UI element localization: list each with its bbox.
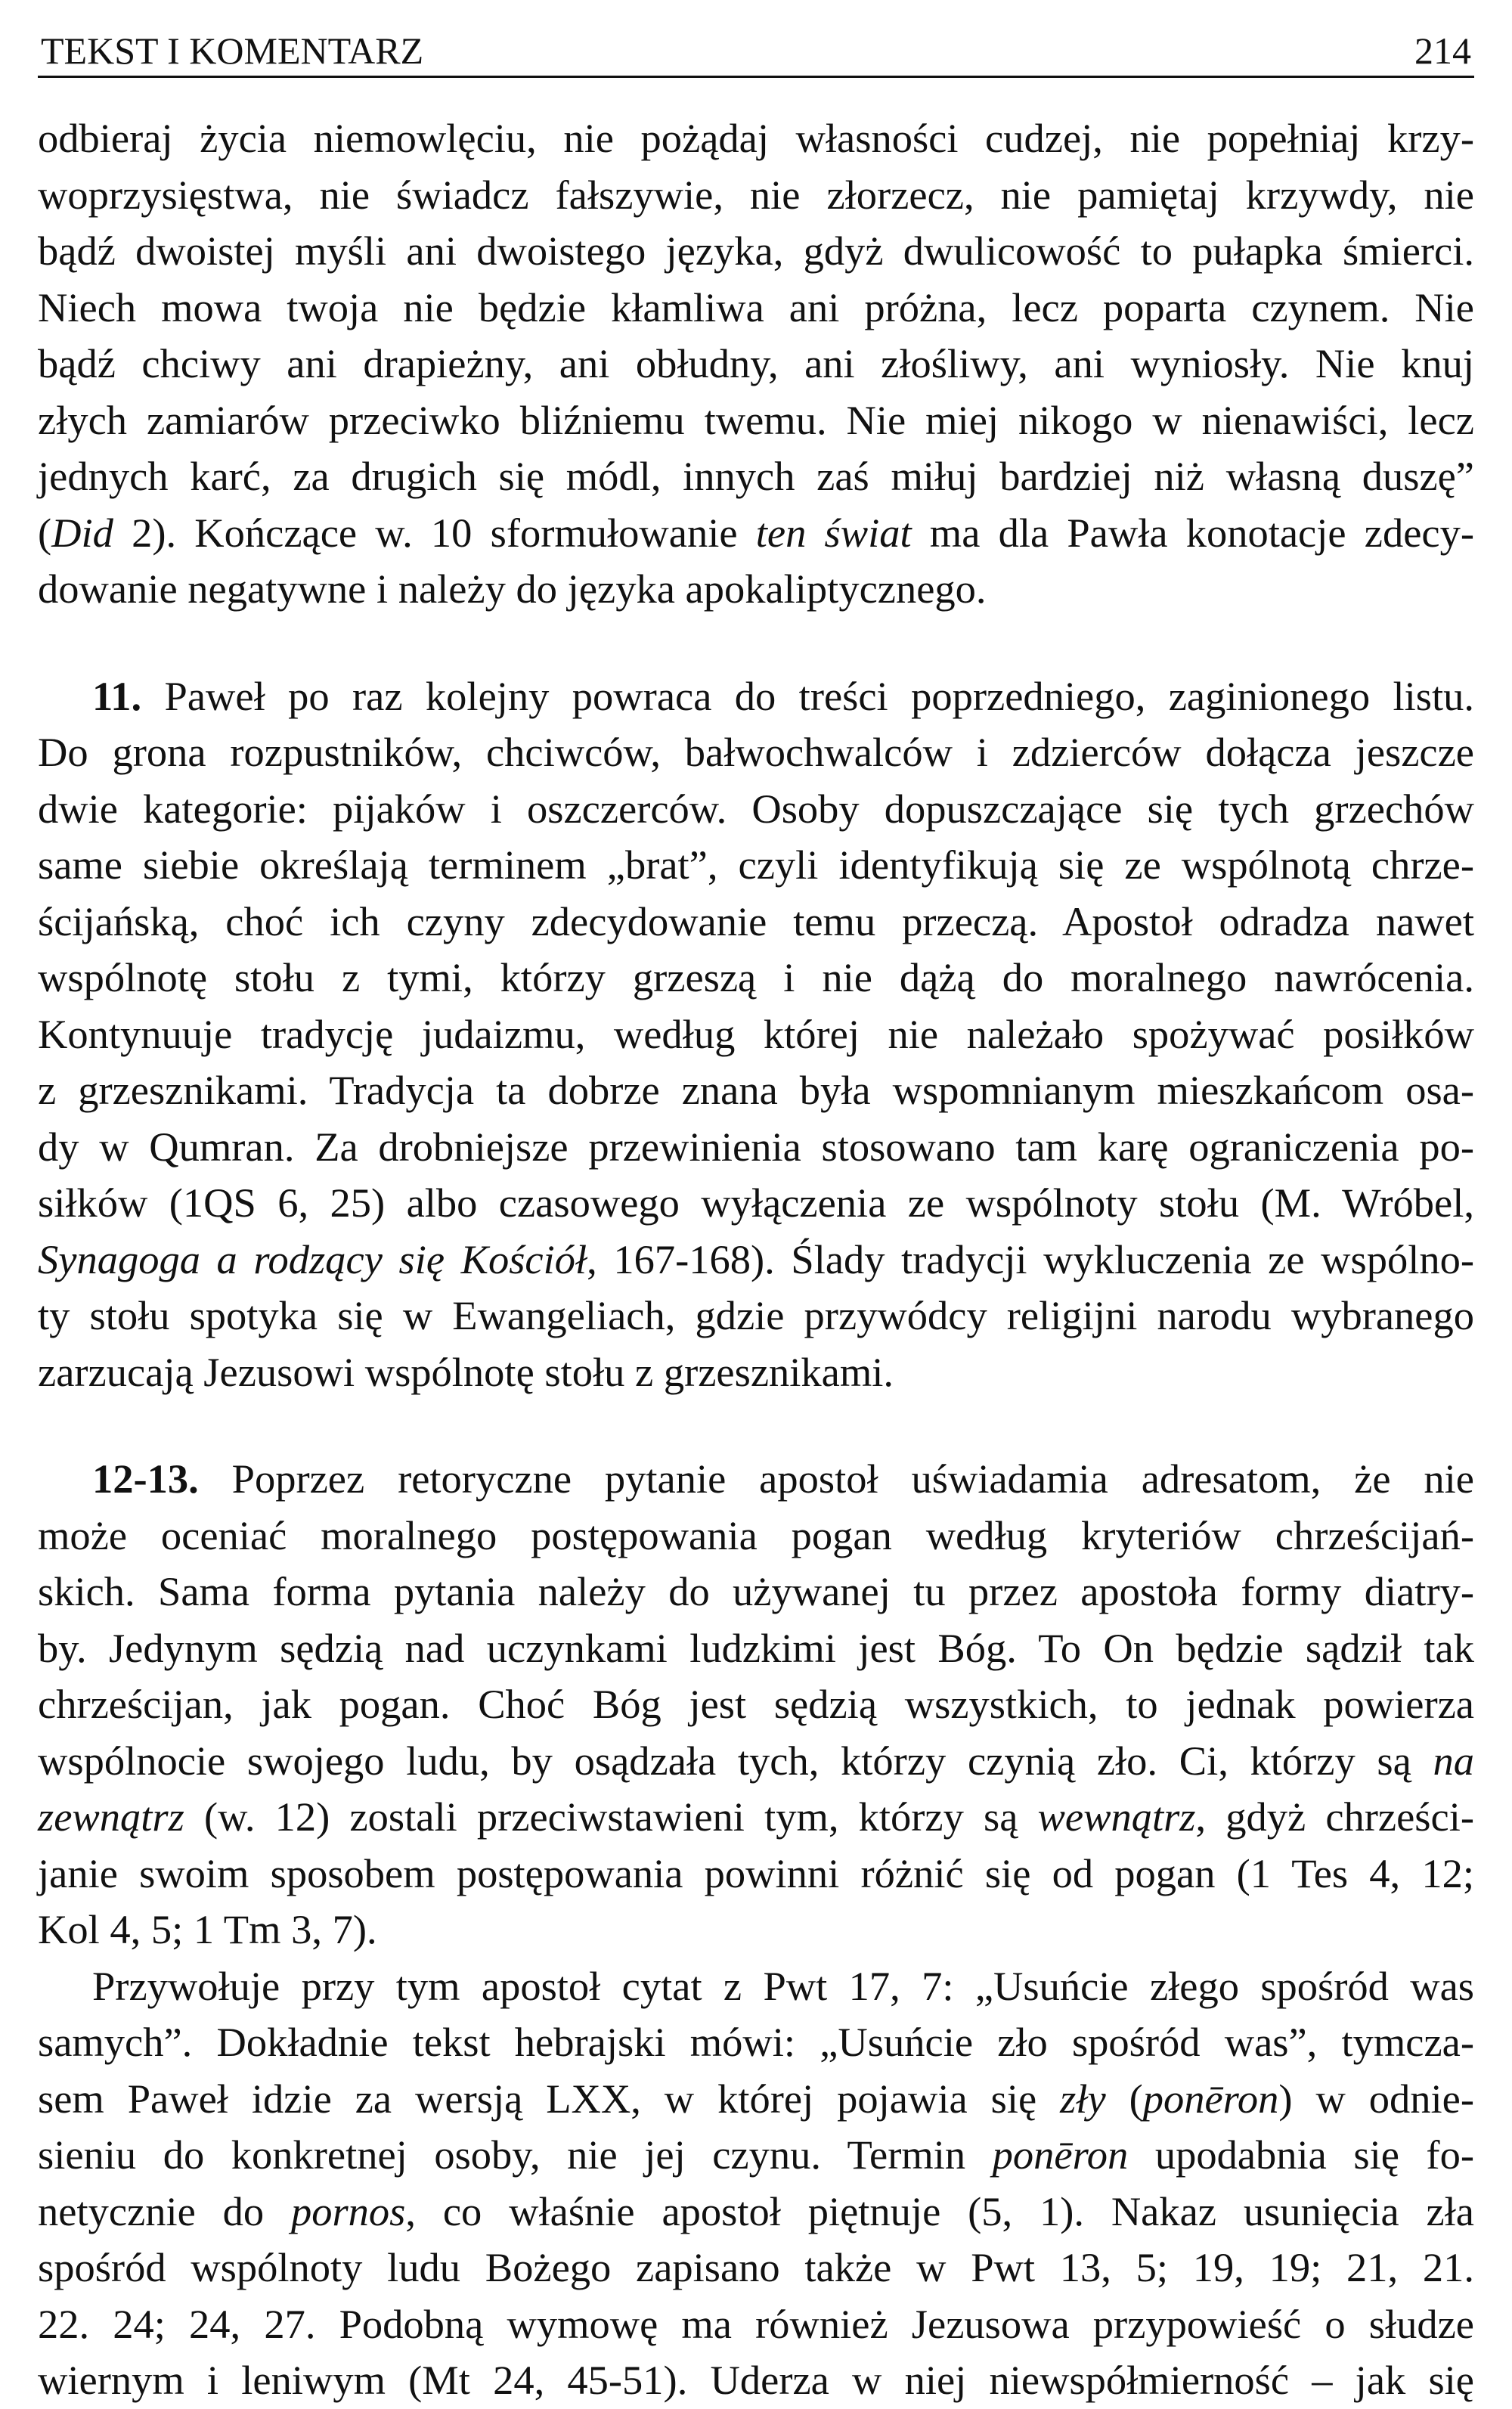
greek-term-italic: pornos: [290, 2187, 406, 2234]
text-line: [38, 2127, 1474, 2184]
paragraph-gap: [38, 618, 1474, 668]
greek-term-italic: ponēron: [992, 2132, 1129, 2178]
text-line: samych”. Dokładnie tekst hebrajski mówi: „Usuńcie zło spośród was”, tymcza-: [38, 2019, 1474, 2065]
text-line: siłków (1QS 6, 25) albo czasowego wyłączenia ze wspólnoty stołu (M. Wróbel,: [38, 1180, 1474, 1226]
text-line: dwie kategorie: pijaków i oszczerców. Osoby dopuszczające się tych grzechów: [38, 785, 1474, 832]
text-line: [38, 668, 1474, 725]
term-italic: wewnątrz: [1037, 1794, 1196, 1840]
text-line: spośród wspólnoty ludu Bożego zapisano także w Pwt 13, 5; 19, 19; 21, 21.: [38, 2244, 1474, 2290]
work-title-italic: Did: [51, 509, 113, 556]
text-line: odbieraj życia niemowlęciu, nie pożądaj własności cudzej, nie popełniaj krzy-: [38, 115, 1474, 161]
text-run: sieniu do konkretnej osoby, nie jej czynu. Termin: [38, 2132, 993, 2178]
text-line: Do grona rozpustników, chciwców, bałwochwalców i zdzierców dołącza jeszcze: [38, 729, 1474, 775]
text-line: ty stołu spotyka się w Ewangeliach, gdzie przywódcy religijni narodu wybranego: [38, 1292, 1474, 1338]
text-run: sem Paweł idzie za wersją LXX, w której pojawia się: [38, 2075, 1061, 2122]
paragraph-1: [38, 110, 1474, 618]
text-line: wiernym i leniwym (Mt 24, 45-51). Uderza w niej niewspółmierność – jak się: [38, 2357, 1474, 2403]
text-line: chrześcijan, jak pogan. Choć Bóg jest sędzią wszystkich, to jednak powierza: [38, 1681, 1474, 1727]
text-line: [38, 2071, 1474, 2128]
text-line: dy w Qumran. Za drobniejsze przewinienia stosowano tam karę ograniczenia po-: [38, 1123, 1474, 1170]
book-title-italic: Synagoga a rodzący się Kościół: [38, 1236, 587, 1282]
paragraph-12-13: [38, 1451, 1474, 1958]
page-body: [38, 110, 1474, 2409]
text-line: [38, 505, 1474, 562]
text-line: [38, 1733, 1474, 1790]
text-run: , co właśnie apostoł piętnuje (5, 1). Nakaz usunięcia zła: [405, 2187, 1474, 2234]
text-line: [38, 2184, 1474, 2240]
text-line: 22. 24; 24, 27. Podobną wymowę ma również Jezusowa przypowieść o słudze: [38, 2300, 1474, 2347]
text-run: netycznie do: [38, 2187, 291, 2234]
text-run: ma dla Pawła konotacje zdecy-: [911, 509, 1474, 556]
text-line: złych zamiarów przeciwko bliźniemu twemu. Nie miej nikogo w nienawiści, lecz: [38, 396, 1474, 443]
text-run: (w. 12) zostali przeciwstawieni tym, którzy są: [184, 1794, 1038, 1840]
text-line: z grzesznikami. Tradycja ta dobrze znana była wspomnianym mieszkańcom osa-: [38, 1067, 1474, 1113]
text-line: jednych karć, za drugich się módl, innych zaś miłuj bardziej niż własną duszę”: [38, 453, 1474, 499]
term-italic: na: [1433, 1737, 1474, 1784]
text-run: Paweł po raz kolejny powraca do treści poprzedniego, zaginionego listu.: [141, 672, 1474, 719]
text-run: upodabnia się fo-: [1128, 2132, 1474, 2178]
page-number: 214: [1414, 29, 1471, 72]
verse-number: 11.: [92, 672, 142, 719]
text-line: janie swoim sposobem postępowania powinni różnić się od pogan (1 Tes 4, 12;: [38, 1849, 1474, 1896]
text-line: bądź dwoistej myśli ani dwoistego języka, gdyż dwulicowość to pułapka śmierci.: [38, 228, 1474, 274]
text-line: same siebie określają terminem „brat”, czyli identyfikują się ze wspólnotą chrze-: [38, 842, 1474, 888]
text-run: 2). Kończące w. 10 sformułowanie: [113, 509, 756, 556]
text-run: Poprzez retoryczne pytanie apostoł uświadamia adresatom, że nie: [198, 1456, 1474, 1502]
text-line: woprzysięstwa, nie świadcz fałszywie, nie złorzecz, nie pamiętaj krzywdy, nie: [38, 171, 1474, 218]
paragraph-11: [38, 668, 1474, 1401]
text-run: , gdyż chrześci-: [1195, 1794, 1474, 1840]
running-title: TEKST I KOMENTARZ: [41, 29, 424, 72]
text-line: ścijańską, choć ich czyny zdecydowanie temu przeczą. Apostoł odradza nawet: [38, 898, 1474, 944]
term-italic: zły: [1060, 2075, 1106, 2122]
text-line: może oceniać moralnego postępowania pogan według kryteriów chrześcijań-: [38, 1511, 1474, 1558]
text-line: dowanie negatywne i należy do języka apokaliptycznego.: [38, 566, 987, 612]
text-line: Kol 4, 5; 1 Tm 3, 7).: [38, 1906, 377, 1952]
text-line: Kontynuuje tradycję judaizmu, według której nie należało spożywać posiłków: [38, 1010, 1474, 1057]
text-line: by. Jedynym sędzią nad uczynkami ludzkimi jest Bóg. To On będzie sądził tak: [38, 1624, 1474, 1671]
running-header: [38, 26, 1474, 78]
verse-number: 12-13.: [92, 1456, 199, 1502]
text-line: Przywołuje przy tym apostoł cytat z Pwt 17, 7: „Usuńcie złego spośród was: [92, 1962, 1474, 2009]
text-line: bądź chciwy ani drapieżny, ani obłudny, ani złośliwy, ani wyniosły. Nie knuj: [38, 340, 1474, 386]
paragraph-gap: [38, 1400, 1474, 1451]
text-run: (: [1105, 2075, 1143, 2122]
text-run: (: [38, 509, 52, 556]
text-line: skich. Sama forma pytania należy do używanej tu przez apostoła formy diatry-: [38, 1568, 1474, 1614]
text-run: ) w odnie-: [1278, 2075, 1474, 2122]
text-run: , 167-168). Ślady tradycji wykluczenia ze wspólno-: [587, 1236, 1474, 1282]
text-run: wspólnocie swojego ludu, by osądzała tych, którzy czynią zło. Ci, którzy są: [38, 1737, 1433, 1784]
text-line: zarzucają Jezusowi wspólnotę stołu z grzesznikami.: [38, 1348, 894, 1395]
term-italic: ten świat: [755, 509, 912, 556]
text-line: [38, 1451, 1474, 1508]
text-line: [38, 1232, 1474, 1288]
greek-term-italic: ponēron: [1142, 2075, 1279, 2122]
text-line: wspólnotę stołu z tymi, którzy grzeszą i nie dążą do moralnego nawrócenia.: [38, 954, 1474, 1000]
text-line: [38, 1789, 1474, 1846]
text-line: Niech mowa twoja nie będzie kłamliwa ani próżna, lecz poparta czynem. Nie: [38, 284, 1474, 330]
paragraph-4: [38, 1958, 1474, 2409]
term-italic: zewnątrz: [38, 1794, 184, 1840]
